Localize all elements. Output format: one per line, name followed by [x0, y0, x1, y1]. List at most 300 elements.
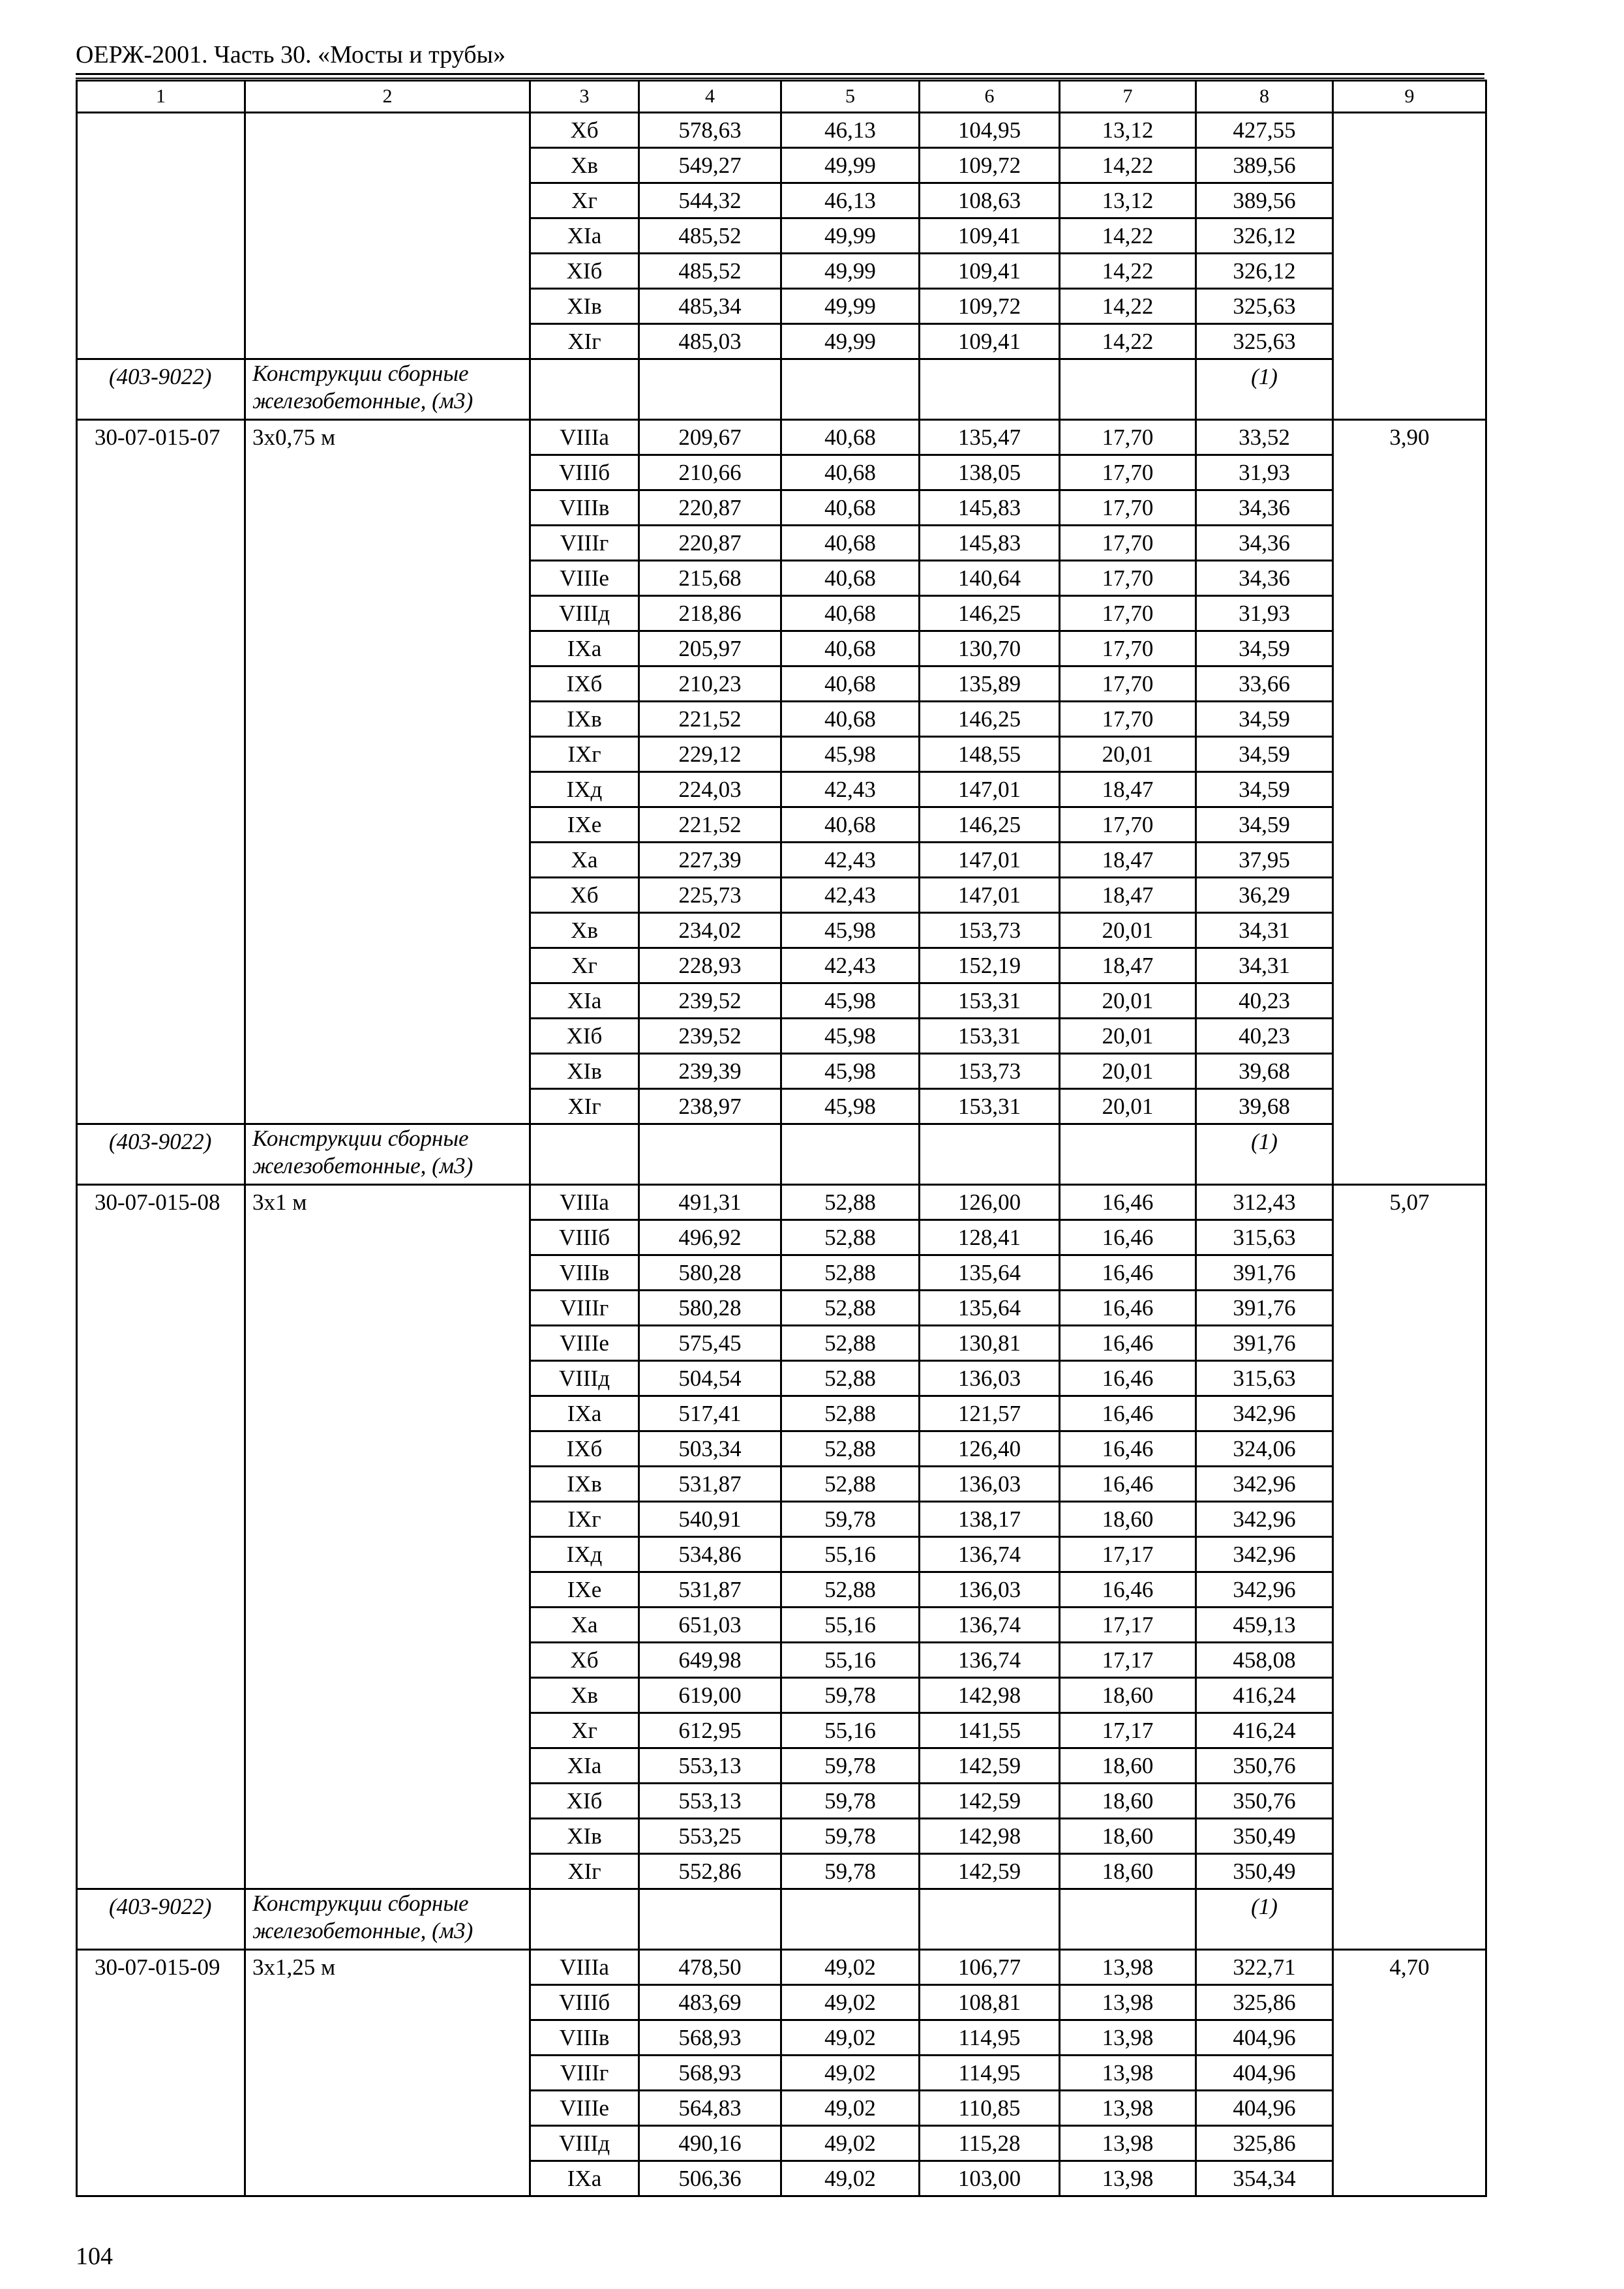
machine-cost-cell: 135,89 — [920, 666, 1060, 702]
price-table — [76, 80, 1487, 2197]
direct-cost-cell: 552,86 — [639, 1854, 781, 1889]
materials-cell: 342,96 — [1196, 1502, 1333, 1537]
wage-cell: 42,43 — [781, 948, 920, 983]
zone-cell: Xг — [530, 1713, 639, 1748]
zone-cell: XIб — [530, 1019, 639, 1054]
direct-cost-cell: 229,12 — [639, 737, 781, 772]
materials-cell: 34,59 — [1196, 631, 1333, 666]
materials-cell: 350,76 — [1196, 1784, 1333, 1819]
zone-cell: IXг — [530, 737, 639, 772]
zone-cell: VIIIв — [530, 2020, 639, 2056]
resource-unit-cell: (1) — [1196, 359, 1333, 420]
materials-cell: 391,76 — [1196, 1291, 1333, 1326]
machine-cost-cell: 103,00 — [920, 2161, 1060, 2196]
machine-cost-cell: 109,72 — [920, 148, 1060, 183]
machinist-wage-cell: 20,01 — [1060, 983, 1196, 1019]
empty-cell — [1060, 1889, 1196, 1950]
zone-cell: Xв — [530, 1678, 639, 1713]
wage-cell: 49,99 — [781, 289, 920, 324]
zone-cell: XIг — [530, 1089, 639, 1124]
machinist-wage-cell: 14,22 — [1060, 289, 1196, 324]
direct-cost-cell: 544,32 — [639, 183, 781, 218]
machine-cost-cell: 146,25 — [920, 807, 1060, 843]
materials-cell: 33,52 — [1196, 420, 1333, 455]
materials-cell: 391,76 — [1196, 1255, 1333, 1291]
zone-cell: VIIIб — [530, 1220, 639, 1255]
machinist-wage-cell: 16,46 — [1060, 1185, 1196, 1220]
header-rule — [76, 73, 1484, 75]
machinist-wage-cell: 14,22 — [1060, 254, 1196, 289]
labor-cost-cell: 5,07 — [1333, 1185, 1486, 1950]
materials-cell: 350,49 — [1196, 1854, 1333, 1889]
zone-cell: IXа — [530, 631, 639, 666]
machinist-wage-cell: 17,70 — [1060, 526, 1196, 561]
direct-cost-cell: 578,63 — [639, 113, 781, 148]
empty-cell — [639, 1889, 781, 1950]
wage-cell: 52,88 — [781, 1255, 920, 1291]
machinist-wage-cell: 13,12 — [1060, 183, 1196, 218]
zone-cell: VIIIе — [530, 561, 639, 596]
materials-cell: 34,36 — [1196, 526, 1333, 561]
machinist-wage-cell: 17,70 — [1060, 631, 1196, 666]
machine-cost-cell: 136,74 — [920, 1537, 1060, 1572]
wage-cell: 49,02 — [781, 2091, 920, 2126]
materials-cell: 458,08 — [1196, 1643, 1333, 1678]
resource-unit-cell: (1) — [1196, 1889, 1333, 1950]
zone-cell: VIIIа — [530, 1950, 639, 1985]
wage-cell: 40,68 — [781, 666, 920, 702]
zone-cell: XIв — [530, 289, 639, 324]
wage-cell: 49,02 — [781, 1950, 920, 1985]
item-name-cell: 3х1 м — [245, 1185, 530, 1889]
zone-cell: IXа — [530, 1396, 639, 1431]
labor-cost-cell: 4,70 — [1333, 1950, 1486, 2196]
machinist-wage-cell: 16,46 — [1060, 1396, 1196, 1431]
zone-cell: IXа — [530, 2161, 639, 2196]
machinist-wage-cell: 17,70 — [1060, 561, 1196, 596]
materials-cell: 342,96 — [1196, 1537, 1333, 1572]
machine-cost-cell: 146,25 — [920, 702, 1060, 737]
machine-cost-cell: 130,81 — [920, 1326, 1060, 1361]
zone-cell: Xа — [530, 1608, 639, 1643]
wage-cell: 49,99 — [781, 324, 920, 359]
machinist-wage-cell: 13,98 — [1060, 2091, 1196, 2126]
zone-cell: VIIIа — [530, 420, 639, 455]
empty-cell — [1060, 359, 1196, 420]
zone-cell: IXд — [530, 772, 639, 807]
machinist-wage-cell: 16,46 — [1060, 1291, 1196, 1326]
materials-cell: 34,36 — [1196, 490, 1333, 526]
machinist-wage-cell: 16,46 — [1060, 1255, 1196, 1291]
wage-cell: 52,88 — [781, 1467, 920, 1502]
resource-unit-cell: (1) — [1196, 1124, 1333, 1185]
direct-cost-cell: 580,28 — [639, 1255, 781, 1291]
materials-cell: 34,31 — [1196, 948, 1333, 983]
wage-cell: 40,68 — [781, 807, 920, 843]
materials-cell: 350,49 — [1196, 1819, 1333, 1854]
machine-cost-cell: 110,85 — [920, 2091, 1060, 2126]
column-number-cell: 1 — [77, 81, 245, 113]
column-number-cell: 5 — [781, 81, 920, 113]
machinist-wage-cell: 18,60 — [1060, 1502, 1196, 1537]
materials-cell: 34,31 — [1196, 913, 1333, 948]
wage-cell: 52,88 — [781, 1185, 920, 1220]
direct-cost-cell: 210,66 — [639, 455, 781, 490]
direct-cost-cell: 504,54 — [639, 1361, 781, 1396]
machine-cost-cell: 153,73 — [920, 1054, 1060, 1089]
materials-cell: 34,59 — [1196, 702, 1333, 737]
machinist-wage-cell: 18,60 — [1060, 1784, 1196, 1819]
empty-cell — [781, 1889, 920, 1950]
empty-cell — [639, 359, 781, 420]
zone-cell: Xв — [530, 913, 639, 948]
zone-cell: IXе — [530, 1572, 639, 1608]
materials-cell: 37,95 — [1196, 843, 1333, 878]
machinist-wage-cell: 13,98 — [1060, 1950, 1196, 1985]
wage-cell: 45,98 — [781, 1054, 920, 1089]
direct-cost-cell: 485,03 — [639, 324, 781, 359]
wage-cell: 49,02 — [781, 2126, 920, 2161]
materials-cell: 342,96 — [1196, 1467, 1333, 1502]
item-code-cell: 30-07-015-09 — [77, 1950, 245, 2196]
wage-cell: 40,68 — [781, 420, 920, 455]
machinist-wage-cell: 16,46 — [1060, 1467, 1196, 1502]
machinist-wage-cell: 13,98 — [1060, 2056, 1196, 2091]
machine-cost-cell: 106,77 — [920, 1950, 1060, 1985]
page-number: 104 — [76, 2243, 113, 2270]
table-body — [77, 81, 1486, 2196]
machine-cost-cell: 152,19 — [920, 948, 1060, 983]
materials-cell: 342,96 — [1196, 1572, 1333, 1608]
direct-cost-cell: 215,68 — [639, 561, 781, 596]
direct-cost-cell: 580,28 — [639, 1291, 781, 1326]
materials-cell: 34,59 — [1196, 737, 1333, 772]
wage-cell: 52,88 — [781, 1431, 920, 1467]
machine-cost-cell: 146,25 — [920, 596, 1060, 631]
direct-cost-cell: 221,52 — [639, 702, 781, 737]
machine-cost-cell: 109,72 — [920, 289, 1060, 324]
materials-cell: 325,63 — [1196, 324, 1333, 359]
wage-cell: 52,88 — [781, 1291, 920, 1326]
empty-cell — [781, 1124, 920, 1185]
direct-cost-cell: 531,87 — [639, 1467, 781, 1502]
direct-cost-cell: 485,52 — [639, 218, 781, 254]
machinist-wage-cell: 17,70 — [1060, 807, 1196, 843]
materials-cell: 326,12 — [1196, 254, 1333, 289]
materials-cell: 325,86 — [1196, 1985, 1333, 2020]
resource-code-cell: (403-9022) — [77, 1124, 245, 1185]
wage-cell: 52,88 — [781, 1361, 920, 1396]
wage-cell: 46,13 — [781, 183, 920, 218]
direct-cost-cell: 568,93 — [639, 2056, 781, 2091]
labor-cost-cell: 3,90 — [1333, 420, 1486, 1185]
wage-cell: 42,43 — [781, 772, 920, 807]
machine-cost-cell: 135,64 — [920, 1255, 1060, 1291]
machine-cost-cell: 114,95 — [920, 2020, 1060, 2056]
direct-cost-cell: 517,41 — [639, 1396, 781, 1431]
materials-cell: 416,24 — [1196, 1678, 1333, 1713]
table-row — [77, 420, 1486, 455]
wage-cell: 45,98 — [781, 983, 920, 1019]
machine-cost-cell: 115,28 — [920, 2126, 1060, 2161]
wage-cell: 42,43 — [781, 843, 920, 878]
item-code-cell: 30-07-015-07 — [77, 420, 245, 1124]
machine-cost-cell: 136,03 — [920, 1361, 1060, 1396]
machinist-wage-cell: 20,01 — [1060, 737, 1196, 772]
resource-name-cell: Конструкции сборные железобетонные, (м3) — [245, 1124, 530, 1185]
machine-cost-cell: 153,31 — [920, 1019, 1060, 1054]
item-name-cell: 3х0,75 м — [245, 420, 530, 1124]
materials-cell: 427,55 — [1196, 113, 1333, 148]
machinist-wage-cell: 13,98 — [1060, 2126, 1196, 2161]
materials-cell: 36,29 — [1196, 878, 1333, 913]
wage-cell: 52,88 — [781, 1396, 920, 1431]
machine-cost-cell: 126,00 — [920, 1185, 1060, 1220]
zone-cell: IXв — [530, 702, 639, 737]
wage-cell: 40,68 — [781, 702, 920, 737]
machinist-wage-cell: 17,70 — [1060, 455, 1196, 490]
machine-cost-cell: 136,03 — [920, 1572, 1060, 1608]
machine-cost-cell: 109,41 — [920, 324, 1060, 359]
machinist-wage-cell: 17,17 — [1060, 1713, 1196, 1748]
zone-cell: IXе — [530, 807, 639, 843]
materials-cell: 40,23 — [1196, 1019, 1333, 1054]
zone-cell: XIа — [530, 1748, 639, 1784]
wage-cell: 59,78 — [781, 1748, 920, 1784]
empty-cell — [920, 359, 1060, 420]
wage-cell: 40,68 — [781, 631, 920, 666]
column-number-cell: 8 — [1196, 81, 1333, 113]
item-name-cell — [245, 113, 530, 359]
zone-cell: XIв — [530, 1054, 639, 1089]
zone-cell: VIIIд — [530, 2126, 639, 2161]
direct-cost-cell: 651,03 — [639, 1608, 781, 1643]
wage-cell: 49,02 — [781, 2056, 920, 2091]
materials-cell: 325,63 — [1196, 289, 1333, 324]
direct-cost-cell: 228,93 — [639, 948, 781, 983]
resource-name-cell: Конструкции сборные железобетонные, (м3) — [245, 359, 530, 420]
wage-cell: 49,99 — [781, 148, 920, 183]
column-number-cell: 4 — [639, 81, 781, 113]
wage-cell: 59,78 — [781, 1502, 920, 1537]
wage-cell: 59,78 — [781, 1784, 920, 1819]
machinist-wage-cell: 18,60 — [1060, 1819, 1196, 1854]
direct-cost-cell: 239,52 — [639, 983, 781, 1019]
machine-cost-cell: 104,95 — [920, 113, 1060, 148]
machinist-wage-cell: 14,22 — [1060, 148, 1196, 183]
machinist-wage-cell: 18,60 — [1060, 1678, 1196, 1713]
machinist-wage-cell: 13,98 — [1060, 1985, 1196, 2020]
materials-cell: 389,56 — [1196, 183, 1333, 218]
direct-cost-cell: 227,39 — [639, 843, 781, 878]
machine-cost-cell: 142,59 — [920, 1784, 1060, 1819]
wage-cell: 55,16 — [781, 1643, 920, 1678]
zone-cell: XIа — [530, 218, 639, 254]
item-code-cell — [77, 113, 245, 359]
direct-cost-cell: 553,13 — [639, 1784, 781, 1819]
machinist-wage-cell: 20,01 — [1060, 1089, 1196, 1124]
machine-cost-cell: 138,17 — [920, 1502, 1060, 1537]
item-code-cell: 30-07-015-08 — [77, 1185, 245, 1889]
direct-cost-cell: 531,87 — [639, 1572, 781, 1608]
materials-cell: 325,86 — [1196, 2126, 1333, 2161]
materials-cell: 312,43 — [1196, 1185, 1333, 1220]
machinist-wage-cell: 17,70 — [1060, 490, 1196, 526]
zone-cell: XIг — [530, 1854, 639, 1889]
empty-cell — [781, 359, 920, 420]
direct-cost-cell: 218,86 — [639, 596, 781, 631]
wage-cell: 40,68 — [781, 561, 920, 596]
machinist-wage-cell: 18,47 — [1060, 948, 1196, 983]
materials-cell: 33,66 — [1196, 666, 1333, 702]
materials-cell: 350,76 — [1196, 1748, 1333, 1784]
machinist-wage-cell: 14,22 — [1060, 218, 1196, 254]
direct-cost-cell: 491,31 — [639, 1185, 781, 1220]
wage-cell: 40,68 — [781, 596, 920, 631]
wage-cell: 49,02 — [781, 1985, 920, 2020]
direct-cost-cell: 239,39 — [639, 1054, 781, 1089]
empty-cell — [530, 359, 639, 420]
zone-cell: VIIIд — [530, 596, 639, 631]
page-header-title: ОЕРЖ-2001. Часть 30. «Мосты и трубы» — [76, 41, 506, 68]
zone-cell: IXб — [530, 666, 639, 702]
direct-cost-cell: 485,34 — [639, 289, 781, 324]
direct-cost-cell: 238,97 — [639, 1089, 781, 1124]
machine-cost-cell: 135,64 — [920, 1291, 1060, 1326]
materials-cell: 416,24 — [1196, 1713, 1333, 1748]
direct-cost-cell: 649,98 — [639, 1643, 781, 1678]
wage-cell: 52,88 — [781, 1326, 920, 1361]
wage-cell: 49,02 — [781, 2020, 920, 2056]
machine-cost-cell: 147,01 — [920, 843, 1060, 878]
machine-cost-cell: 135,47 — [920, 420, 1060, 455]
machinist-wage-cell: 16,46 — [1060, 1431, 1196, 1467]
zone-cell: XIб — [530, 254, 639, 289]
materials-cell: 31,93 — [1196, 455, 1333, 490]
materials-cell: 404,96 — [1196, 2056, 1333, 2091]
machine-cost-cell: 136,74 — [920, 1608, 1060, 1643]
zone-cell: VIIIб — [530, 455, 639, 490]
wage-cell: 49,02 — [781, 2161, 920, 2196]
machinist-wage-cell: 17,17 — [1060, 1537, 1196, 1572]
column-number-cell: 2 — [245, 81, 530, 113]
zone-cell: XIв — [530, 1819, 639, 1854]
zone-cell: Xг — [530, 183, 639, 218]
machine-cost-cell: 142,98 — [920, 1819, 1060, 1854]
item-name-cell: 3х1,25 м — [245, 1950, 530, 2196]
machine-cost-cell: 109,41 — [920, 254, 1060, 289]
direct-cost-cell: 549,27 — [639, 148, 781, 183]
zone-cell: IXв — [530, 1467, 639, 1502]
resource-note-row — [77, 359, 1486, 420]
zone-cell: XIб — [530, 1784, 639, 1819]
zone-cell: VIIIг — [530, 1291, 639, 1326]
direct-cost-cell: 220,87 — [639, 490, 781, 526]
machine-cost-cell: 145,83 — [920, 490, 1060, 526]
machinist-wage-cell: 16,46 — [1060, 1220, 1196, 1255]
machinist-wage-cell: 20,01 — [1060, 1019, 1196, 1054]
direct-cost-cell: 553,25 — [639, 1819, 781, 1854]
machine-cost-cell: 142,98 — [920, 1678, 1060, 1713]
materials-cell: 391,76 — [1196, 1326, 1333, 1361]
materials-cell: 354,34 — [1196, 2161, 1333, 2196]
direct-cost-cell: 568,93 — [639, 2020, 781, 2056]
materials-cell: 324,06 — [1196, 1431, 1333, 1467]
direct-cost-cell: 485,52 — [639, 254, 781, 289]
machine-cost-cell: 130,70 — [920, 631, 1060, 666]
zone-cell: VIIIд — [530, 1361, 639, 1396]
machinist-wage-cell: 18,47 — [1060, 878, 1196, 913]
machinist-wage-cell: 13,98 — [1060, 2020, 1196, 2056]
table-row — [77, 1185, 1486, 1220]
direct-cost-cell: 220,87 — [639, 526, 781, 561]
column-number-cell: 6 — [920, 81, 1060, 113]
machine-cost-cell: 136,03 — [920, 1467, 1060, 1502]
materials-cell: 34,36 — [1196, 561, 1333, 596]
wage-cell: 55,16 — [781, 1713, 920, 1748]
direct-cost-cell: 619,00 — [639, 1678, 781, 1713]
machinist-wage-cell: 16,46 — [1060, 1326, 1196, 1361]
machinist-wage-cell: 13,98 — [1060, 2161, 1196, 2196]
materials-cell: 39,68 — [1196, 1054, 1333, 1089]
machinist-wage-cell: 17,70 — [1060, 420, 1196, 455]
zone-cell: Xб — [530, 113, 639, 148]
materials-cell: 404,96 — [1196, 2091, 1333, 2126]
direct-cost-cell: 575,45 — [639, 1326, 781, 1361]
empty-cell — [530, 1889, 639, 1950]
direct-cost-cell: 239,52 — [639, 1019, 781, 1054]
materials-cell: 322,71 — [1196, 1950, 1333, 1985]
direct-cost-cell: 612,95 — [639, 1713, 781, 1748]
wage-cell: 45,98 — [781, 913, 920, 948]
materials-cell: 342,96 — [1196, 1396, 1333, 1431]
zone-cell: VIIIа — [530, 1185, 639, 1220]
zone-cell: VIIIе — [530, 1326, 639, 1361]
materials-cell: 31,93 — [1196, 596, 1333, 631]
machine-cost-cell: 108,63 — [920, 183, 1060, 218]
machinist-wage-cell: 17,17 — [1060, 1608, 1196, 1643]
direct-cost-cell: 210,23 — [639, 666, 781, 702]
machine-cost-cell: 140,64 — [920, 561, 1060, 596]
wage-cell: 40,68 — [781, 490, 920, 526]
wage-cell: 59,78 — [781, 1854, 920, 1889]
wage-cell: 40,68 — [781, 526, 920, 561]
machinist-wage-cell: 17,70 — [1060, 702, 1196, 737]
direct-cost-cell: 209,67 — [639, 420, 781, 455]
wage-cell: 40,68 — [781, 455, 920, 490]
materials-cell: 34,59 — [1196, 772, 1333, 807]
direct-cost-cell: 483,69 — [639, 1985, 781, 2020]
machine-cost-cell: 147,01 — [920, 878, 1060, 913]
empty-cell — [1060, 1124, 1196, 1185]
wage-cell: 46,13 — [781, 113, 920, 148]
direct-cost-cell: 221,52 — [639, 807, 781, 843]
machinist-wage-cell: 20,01 — [1060, 913, 1196, 948]
machinist-wage-cell: 17,70 — [1060, 666, 1196, 702]
machine-cost-cell: 145,83 — [920, 526, 1060, 561]
machinist-wage-cell: 13,12 — [1060, 113, 1196, 148]
direct-cost-cell: 564,83 — [639, 2091, 781, 2126]
table-row — [77, 1950, 1486, 1985]
machine-cost-cell: 153,73 — [920, 913, 1060, 948]
machinist-wage-cell: 18,47 — [1060, 843, 1196, 878]
machine-cost-cell: 153,31 — [920, 1089, 1060, 1124]
wage-cell: 52,88 — [781, 1220, 920, 1255]
header-rule-thin — [76, 78, 1484, 79]
column-number-row — [77, 81, 1486, 113]
direct-cost-cell: 490,16 — [639, 2126, 781, 2161]
direct-cost-cell: 224,03 — [639, 772, 781, 807]
